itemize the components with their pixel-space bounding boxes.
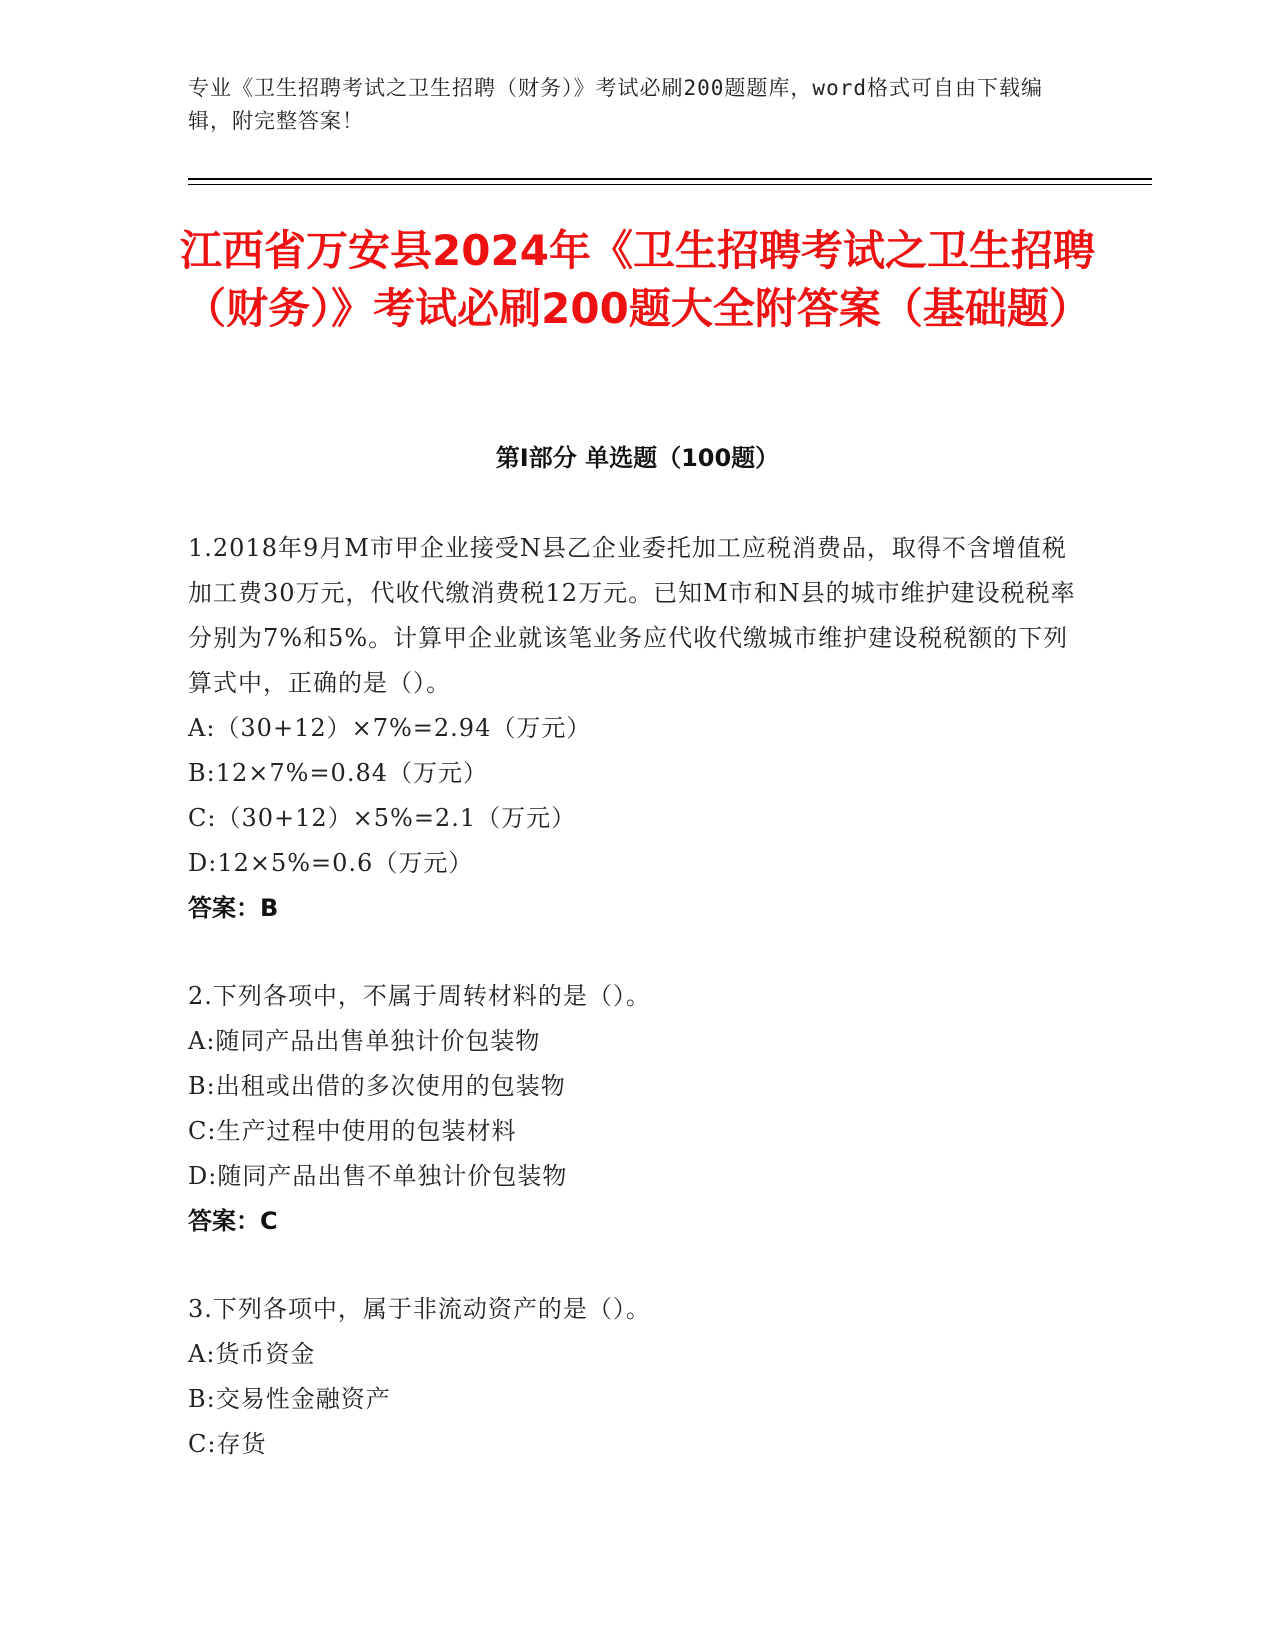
section-title: 第Ⅰ部分 单选题（100题） <box>495 444 780 472</box>
question-1 <box>188 526 1078 931</box>
option-d: D:12×5%=0.6（万元） <box>188 849 474 877</box>
option-b: B:交易性金融资产 <box>188 1385 391 1413</box>
header-rule-thin <box>188 184 1152 185</box>
option-c: C:生产过程中使用的包装材料 <box>188 1117 517 1145</box>
question-stem: 3.下列各项中，属于非流动资产的是（）。 <box>188 1295 651 1323</box>
question-stem: 1.2018年9月M市甲企业接受N县乙企业委托加工应税消费品，取得不含增值税加工费30万元，代收代缴消费税12万元。已知M市和N县的城市维护建设税税率分别为7%和5%。计算甲企业就该笔业务应代收代缴城市维护建设税税额的下列算式中，正确的是（）。 <box>188 534 1076 697</box>
question-stem: 2.下列各项中，不属于周转材料的是（）。 <box>188 982 651 1010</box>
option-a: A:货币资金 <box>188 1340 316 1368</box>
option-d: D:随同产品出售不单独计价包装物 <box>188 1162 568 1190</box>
question-list <box>188 526 1078 1510</box>
question-2 <box>188 974 1078 1244</box>
option-b: B:12×7%=0.84（万元） <box>188 759 488 787</box>
option-a: A:随同产品出售单独计价包装物 <box>188 1027 541 1055</box>
answer-label: 答案：B <box>188 894 279 922</box>
option-c: C:（30+12）×5%=2.1（万元） <box>188 804 577 832</box>
option-a: A:（30+12）×7%=2.94（万元） <box>188 714 592 742</box>
option-b: B:出租或出借的多次使用的包装物 <box>188 1072 566 1100</box>
header-note: 专业《卫生招聘考试之卫生招聘（财务）》考试必刷200题题库，word格式可自由下载编辑，附完整答案！ <box>188 76 1043 133</box>
document-title: 江西省万安县2024年《卫生招聘考试之卫生招聘（财务）》考试必刷200题大全附答案（基础题） <box>180 226 1095 333</box>
question-3 <box>188 1287 1078 1467</box>
header-rule-thick <box>188 178 1152 180</box>
answer-label: 答案：C <box>188 1207 278 1235</box>
option-c: C:存货 <box>188 1430 267 1458</box>
